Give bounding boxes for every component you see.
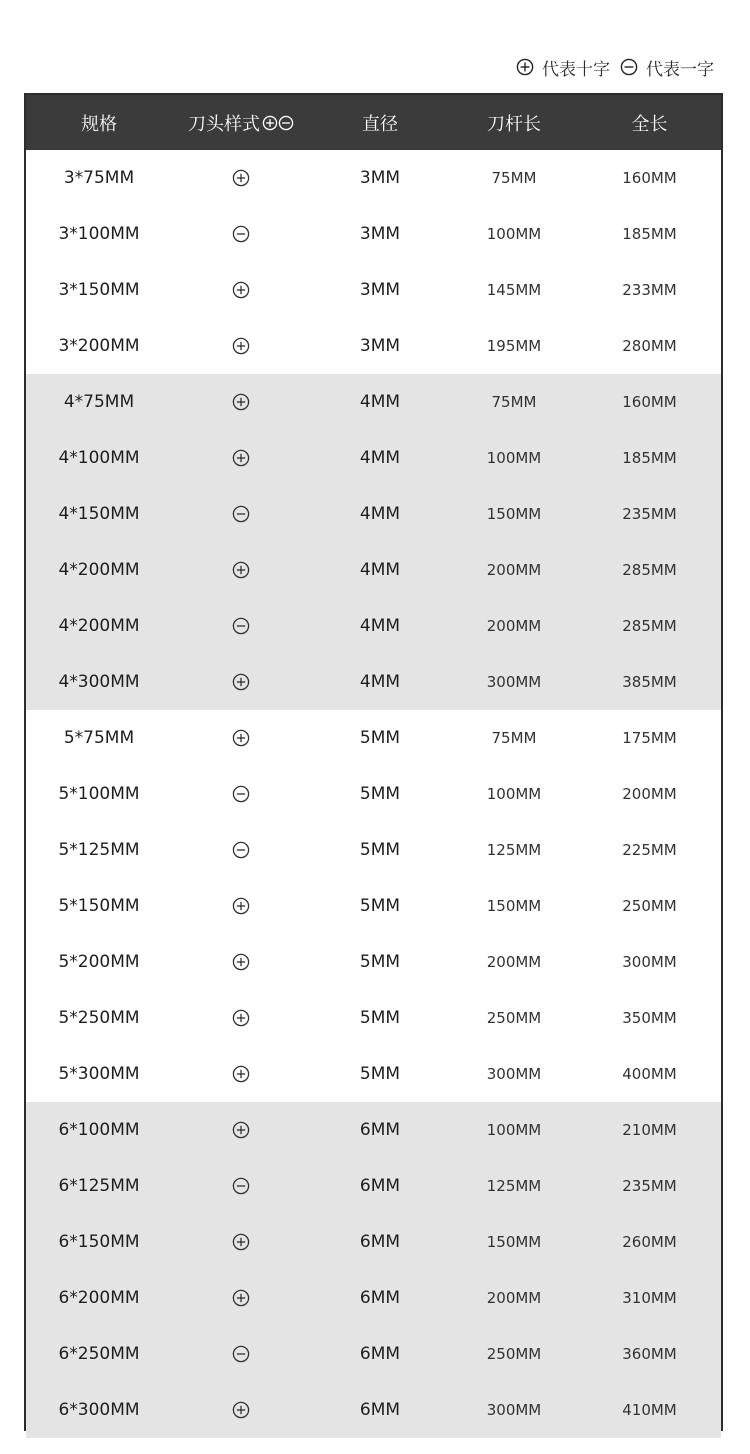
cell-shank-length: 200MM <box>486 1289 542 1307</box>
cell-shank-length: 300MM <box>486 1065 542 1083</box>
cell-total-length: 300MM <box>622 953 677 971</box>
cell-shank-length: 150MM <box>486 1233 542 1251</box>
cell-total-length: 385MM <box>622 673 677 691</box>
cell-diameter: 4MM <box>359 672 401 692</box>
cell-total-length: 310MM <box>622 1289 677 1307</box>
phillips-icon <box>232 729 250 747</box>
cell-shank-length: 125MM <box>486 1177 542 1195</box>
phillips-icon <box>232 1121 250 1139</box>
header-tip-style-label: 刀头样式 <box>188 113 260 135</box>
table-row <box>26 878 721 934</box>
cell-total-length: 285MM <box>622 561 677 579</box>
slotted-icon <box>232 1345 250 1363</box>
cell-tip-style <box>172 1326 310 1382</box>
phillips-icon <box>232 953 250 971</box>
cell-tip-style <box>172 430 310 486</box>
cell-spec: 6*300MM <box>58 1400 140 1420</box>
table-row <box>26 1326 721 1382</box>
cell-spec: 5*100MM <box>58 784 140 804</box>
cell-tip-style <box>172 598 310 654</box>
table-row <box>26 1102 721 1158</box>
cell-spec: 6*250MM <box>58 1344 140 1364</box>
cell-total-length: 233MM <box>622 281 677 299</box>
cell-spec: 4*150MM <box>58 504 140 524</box>
cell-total-length: 280MM <box>622 337 677 355</box>
cell-tip-style <box>172 1102 310 1158</box>
cell-shank-length: 150MM <box>486 897 542 915</box>
phillips-icon <box>232 393 250 411</box>
table-row <box>26 598 721 654</box>
table-row <box>26 654 721 710</box>
cell-tip-style <box>172 374 310 430</box>
cell-spec: 6*100MM <box>58 1120 140 1140</box>
slotted-icon <box>232 1177 250 1195</box>
cell-shank-length: 250MM <box>486 1009 542 1027</box>
cell-spec: 4*200MM <box>58 616 140 636</box>
cell-spec: 5*125MM <box>58 840 140 860</box>
cell-spec: 3*100MM <box>58 224 140 244</box>
cell-tip-style <box>172 542 310 598</box>
cell-diameter: 4MM <box>359 448 401 468</box>
cell-spec: 4*200MM <box>58 560 140 580</box>
cell-total-length: 360MM <box>622 1345 677 1363</box>
cell-total-length: 235MM <box>622 505 677 523</box>
cell-shank-length: 125MM <box>486 841 542 859</box>
cell-shank-length: 145MM <box>486 281 542 299</box>
table-body <box>26 150 721 1438</box>
cell-tip-style <box>172 1270 310 1326</box>
table-row <box>26 430 721 486</box>
cell-shank-length: 100MM <box>486 785 542 803</box>
cell-tip-style <box>172 990 310 1046</box>
cell-spec: 4*300MM <box>58 672 140 692</box>
cell-spec: 6*150MM <box>58 1232 140 1252</box>
cell-shank-length: 75MM <box>491 729 537 747</box>
cell-diameter: 6MM <box>359 1176 401 1196</box>
header-diameter: 直径 <box>362 113 398 135</box>
legend-slotted-label: 代表一字 <box>646 59 714 80</box>
cell-spec: 5*250MM <box>58 1008 140 1028</box>
phillips-icon <box>516 58 534 76</box>
legend-phillips-label: 代表十字 <box>542 59 610 80</box>
cell-spec: 5*150MM <box>58 896 140 916</box>
table-row <box>26 374 721 430</box>
phillips-icon <box>232 169 250 187</box>
cell-diameter: 3MM <box>359 168 401 188</box>
phillips-icon <box>232 561 250 579</box>
cell-spec: 6*200MM <box>58 1288 140 1308</box>
cell-total-length: 400MM <box>622 1065 677 1083</box>
cell-diameter: 4MM <box>359 560 401 580</box>
cell-spec: 3*200MM <box>58 336 140 356</box>
slotted-icon <box>278 115 294 131</box>
cell-diameter: 6MM <box>359 1400 401 1420</box>
cell-diameter: 4MM <box>359 392 401 412</box>
cell-spec: 3*150MM <box>58 280 140 300</box>
cell-shank-length: 100MM <box>486 1121 542 1139</box>
cell-total-length: 235MM <box>622 1177 677 1195</box>
cell-tip-style <box>172 318 310 374</box>
cell-shank-length: 200MM <box>486 953 542 971</box>
cell-shank-length: 300MM <box>486 673 542 691</box>
cell-tip-style <box>172 206 310 262</box>
cell-tip-style <box>172 822 310 878</box>
cell-diameter: 3MM <box>359 280 401 300</box>
phillips-icon <box>232 1065 250 1083</box>
table-row <box>26 1046 721 1102</box>
phillips-icon <box>232 1289 250 1307</box>
cell-shank-length: 150MM <box>486 505 542 523</box>
cell-shank-length: 200MM <box>486 561 542 579</box>
cell-total-length: 350MM <box>622 1009 677 1027</box>
cell-shank-length: 100MM <box>486 449 542 467</box>
cell-tip-style <box>172 710 310 766</box>
legend-slotted <box>620 55 714 80</box>
phillips-icon <box>232 449 250 467</box>
table-row <box>26 542 721 598</box>
cell-diameter: 4MM <box>359 616 401 636</box>
table-row <box>26 486 721 542</box>
cell-total-length: 160MM <box>622 169 677 187</box>
cell-shank-length: 75MM <box>491 393 537 411</box>
legend <box>516 56 714 78</box>
cell-tip-style <box>172 262 310 318</box>
table-row <box>26 318 721 374</box>
table-row <box>26 150 721 206</box>
cell-diameter: 6MM <box>359 1120 401 1140</box>
cell-tip-style <box>172 150 310 206</box>
table-row <box>26 1214 721 1270</box>
legend-phillips <box>516 55 610 80</box>
header-tip-symbols <box>262 115 294 131</box>
cell-diameter: 5MM <box>359 784 401 804</box>
header-shank-length: 刀杆长 <box>487 113 541 135</box>
cell-tip-style <box>172 1214 310 1270</box>
cell-diameter: 4MM <box>359 504 401 524</box>
slotted-icon <box>232 841 250 859</box>
slotted-icon <box>232 225 250 243</box>
table-row <box>26 1270 721 1326</box>
phillips-icon <box>232 1401 250 1419</box>
cell-spec: 4*100MM <box>58 448 140 468</box>
phillips-icon <box>232 1233 250 1251</box>
cell-diameter: 5MM <box>359 728 401 748</box>
cell-tip-style <box>172 1158 310 1214</box>
cell-total-length: 250MM <box>622 897 677 915</box>
table-header <box>26 95 721 150</box>
phillips-icon <box>262 115 278 131</box>
table-row <box>26 990 721 1046</box>
slotted-icon <box>232 785 250 803</box>
cell-total-length: 185MM <box>622 225 677 243</box>
cell-shank-length: 200MM <box>486 617 542 635</box>
cell-diameter: 5MM <box>359 1064 401 1084</box>
table-row <box>26 766 721 822</box>
cell-diameter: 6MM <box>359 1232 401 1252</box>
header-spec: 规格 <box>81 113 117 135</box>
phillips-icon <box>232 337 250 355</box>
header-total-length: 全长 <box>631 113 668 135</box>
cell-spec: 6*125MM <box>58 1176 140 1196</box>
header-tip-style <box>172 95 310 150</box>
table-row <box>26 1382 721 1438</box>
cell-tip-style <box>172 878 310 934</box>
cell-shank-length: 195MM <box>486 337 542 355</box>
table-row <box>26 1158 721 1214</box>
phillips-icon <box>232 1009 250 1027</box>
cell-diameter: 5MM <box>359 896 401 916</box>
cell-diameter: 5MM <box>359 1008 401 1028</box>
cell-tip-style <box>172 654 310 710</box>
cell-spec: 5*200MM <box>58 952 140 972</box>
cell-diameter: 6MM <box>359 1288 401 1308</box>
cell-diameter: 6MM <box>359 1344 401 1364</box>
spec-table <box>24 93 723 1431</box>
phillips-icon <box>232 897 250 915</box>
cell-tip-style <box>172 1382 310 1438</box>
cell-shank-length: 300MM <box>486 1401 542 1419</box>
cell-spec: 3*75MM <box>63 168 135 188</box>
cell-spec: 5*300MM <box>58 1064 140 1084</box>
cell-shank-length: 100MM <box>486 225 542 243</box>
phillips-icon <box>232 281 250 299</box>
cell-tip-style <box>172 1046 310 1102</box>
cell-spec: 4*75MM <box>63 392 135 412</box>
slotted-icon <box>232 617 250 635</box>
table-row <box>26 710 721 766</box>
cell-tip-style <box>172 934 310 990</box>
cell-total-length: 185MM <box>622 449 677 467</box>
cell-total-length: 410MM <box>622 1401 677 1419</box>
cell-total-length: 200MM <box>622 785 677 803</box>
table-row <box>26 262 721 318</box>
cell-diameter: 3MM <box>359 336 401 356</box>
phillips-icon <box>232 673 250 691</box>
cell-tip-style <box>172 486 310 542</box>
cell-total-length: 175MM <box>622 729 677 747</box>
slotted-icon <box>620 58 638 76</box>
cell-total-length: 160MM <box>622 393 677 411</box>
cell-total-length: 285MM <box>622 617 677 635</box>
cell-tip-style <box>172 766 310 822</box>
cell-diameter: 5MM <box>359 840 401 860</box>
cell-total-length: 225MM <box>622 841 677 859</box>
slotted-icon <box>232 505 250 523</box>
cell-spec: 5*75MM <box>63 728 135 748</box>
cell-diameter: 3MM <box>359 224 401 244</box>
cell-total-length: 260MM <box>622 1233 677 1251</box>
table-row <box>26 206 721 262</box>
table-row <box>26 822 721 878</box>
cell-shank-length: 250MM <box>486 1345 542 1363</box>
cell-total-length: 210MM <box>622 1121 677 1139</box>
cell-shank-length: 75MM <box>491 169 537 187</box>
table-row <box>26 934 721 990</box>
cell-diameter: 5MM <box>359 952 401 972</box>
